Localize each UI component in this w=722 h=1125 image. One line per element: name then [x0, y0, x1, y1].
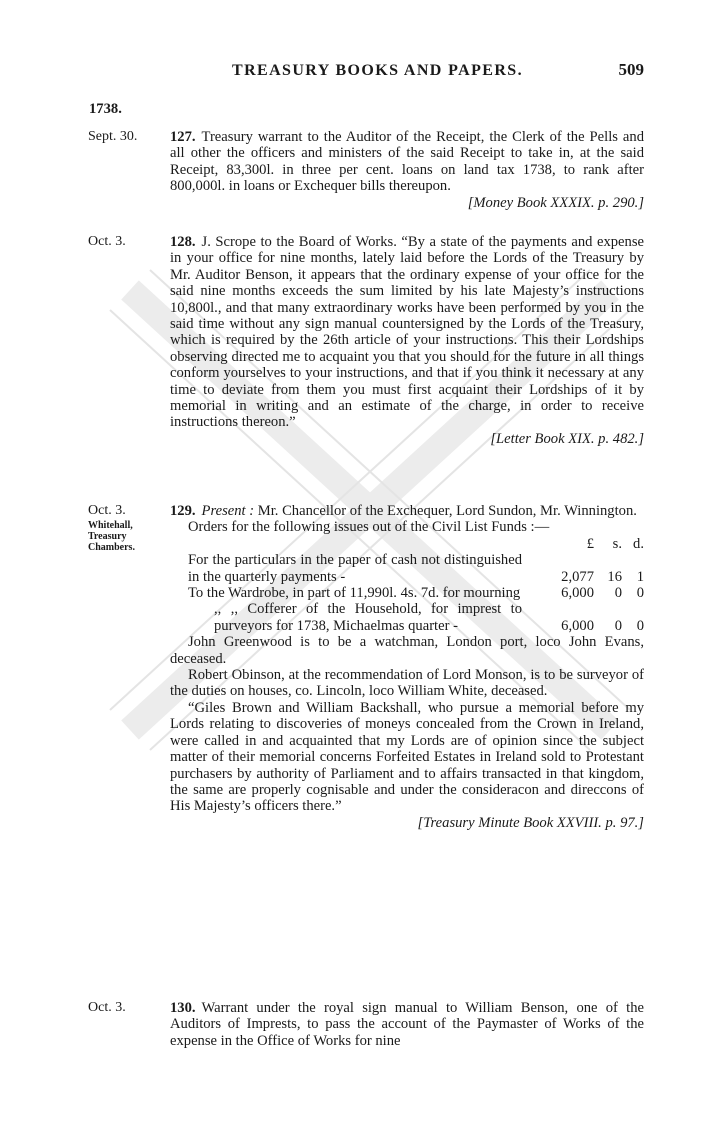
entry-text: J. Scrope to the Board of Works. “By a state of the payments and expense in your office for nine months, lately laid before the Lords of the Treasury by Mr. Auditor Benson, it appears that the ordinary expense of your office for the said nine months exceeds the sum limited by his late Majesty’s instructions 10,800l., and that many extraordinary works have been performed by you in the said time without any sign manual countersigned by the Lords of the Treasury, which is required by the 26th article of your instructions. This their Lordships observing directed me to acquaint you that you should for the future in all things conform yourselves to your instructions, and that if you think it necessary at any time to deviate from them you must first acquaint their Lordships of it by memorial in writing and an estimate of the charge, in order to receive instructions thereon.” — [170, 234, 644, 431]
issue-row: To the Wardrobe, in part of 11,990l. 4s. 7d. for mourning 6,000 0 0 — [188, 585, 644, 602]
entry-citation: [Treasury Minute Book XXVIII. p. 97.] — [417, 814, 644, 831]
entry-number: 128. — [170, 234, 196, 250]
minute-paragraph: “Giles Brown and William Backshall, who pursue a memorial before my Lords relating to discoveries of moneys concealed from the Crown in Ireland, were called in and acquainted that my Lords are of opinion since the subject matter of their memorial concerns Forfeited Estates in Ireland sold to Protestant purchasers by authority of Parliament and to affairs transacted in that kingdom, the same are properly cognisable and under the consideracon and direccons of His Majesty’s officers there.” — [170, 699, 644, 815]
minute-paragraph: Robert Obinson, at the recommendation of Lord Monson, is to be surveyor of the duties on houses, co. Lincoln, loco William White, deceased. — [170, 667, 644, 700]
entry-text: Treasury warrant to the Auditor of the Receipt, the Clerk of the Pells and all other the officers and ministers of the said Receipt to take in, at the said Receipt, 83,300l. in three per cent. loans on land tax 1738, to rank after 800,000l. in loans or Exchequer bills thereupon. — [170, 129, 644, 195]
entry-body — [170, 1000, 644, 1049]
entry-date: Sept. 30. — [88, 129, 138, 144]
entry-place: Whitehall, Treasury Chambers. — [88, 520, 135, 553]
entry-date: Oct. 3. — [88, 503, 126, 518]
entry-date: Oct. 3. — [88, 1000, 126, 1015]
page-number: 509 — [618, 60, 644, 79]
issue-row: For the particulars in the paper of cash not distinguished in the quarterly payments - 2,077 16 1 — [188, 552, 644, 585]
entry-128 — [88, 234, 644, 447]
entry-127 — [88, 129, 644, 211]
currency-header: £ s. d. — [586, 535, 644, 552]
entry-citation: [Letter Book XIX. p. 482.] — [490, 430, 644, 447]
entry-date: Oct. 3. — [88, 234, 126, 249]
entry-body — [170, 503, 644, 831]
entry-citation: [Money Book XXXIX. p. 290.] — [467, 194, 644, 211]
present-label: Present : — [201, 503, 255, 519]
entry-body — [170, 129, 644, 211]
present-text: Mr. Chancellor of the Exchequer, Lord Sundon, Mr. Winnington. — [257, 503, 637, 519]
entry-body — [170, 234, 644, 447]
year-heading: 1738. — [89, 101, 122, 117]
entry-number: 129. — [170, 503, 196, 519]
entry-130 — [88, 1000, 644, 1049]
entry-129 — [88, 503, 644, 831]
orders-intro: Orders for the following issues out of the Civil List Funds :— — [188, 519, 550, 536]
running-head: TREASURY BOOKS AND PAPERS. — [232, 62, 523, 79]
minute-paragraph: John Greenwood is to be a watchman, London port, loco John Evans, deceased. — [170, 634, 644, 667]
entry-number: 127. — [170, 129, 196, 145]
entry-number: 130. — [170, 1000, 196, 1016]
issue-row: ,, ,, Cofferer of the Household, for imprest to purveyors for 1738, Michaelmas quarter - 6,000 0 0 — [214, 601, 644, 634]
entry-text: Warrant under the royal sign manual to William Benson, one of the Auditors of Imprests, to pass the account of the Paymaster of Works of the expense in the Office of Works for nine — [170, 1000, 644, 1049]
page-header — [232, 62, 644, 84]
